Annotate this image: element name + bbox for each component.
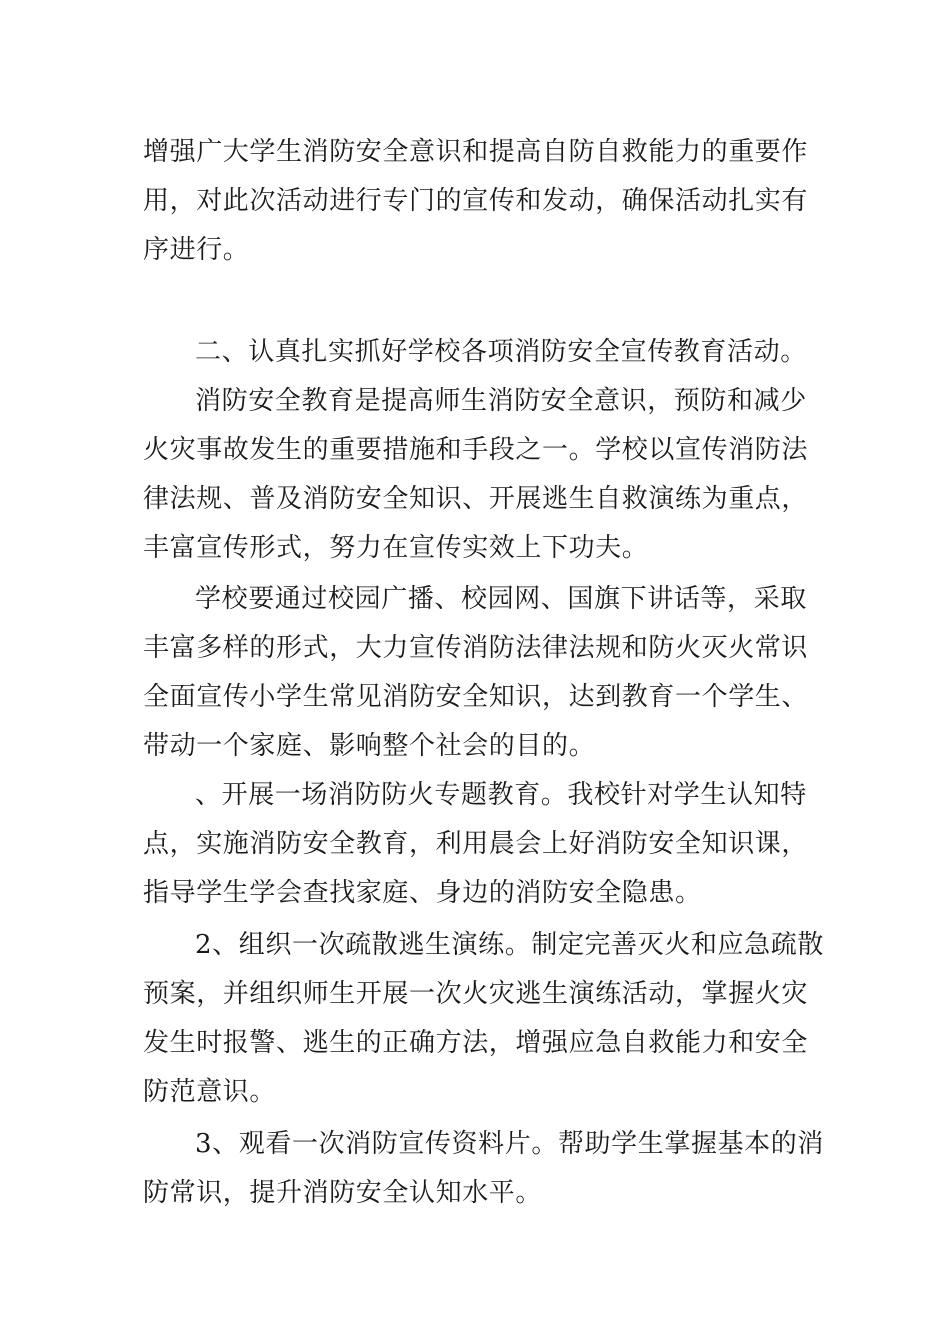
text-line: 全面宣传小学生常见消防安全知识，达到教育一个学生、: [143, 682, 809, 712]
text-line: 防常识，提升消防安全认知水平。: [143, 1178, 543, 1208]
text-line: 丰富多样的形式，大力宣传消防法律法规和防火灭火常识: [143, 633, 809, 663]
text-line: 预案，并组织师生开展一次火灾逃生演练活动，掌握火灾: [143, 979, 809, 1009]
text-line: 律法规、普及消防安全知识、开展逃生自救演练为重点，: [143, 484, 809, 514]
text-line: 序进行。: [143, 235, 250, 265]
text-line: 增强广大学生消防安全意识和提高自防自救能力的重要作: [143, 137, 809, 167]
text-line: 发生时报警、逃生的正确方法，增强应急自救能力和安全: [143, 1028, 809, 1058]
text-line: 丰富宣传形式，努力在宣传实效上下功夫。: [143, 533, 649, 563]
section-heading: 二、认真扎实抓好学校各项消防安全宣传教育活动。: [195, 337, 807, 367]
text-line: 用，对此次活动进行专门的宣传和发动，确保活动扎实有: [143, 186, 809, 216]
text-line: 带动一个家庭、影响整个社会的目的。: [143, 731, 596, 761]
text-line: 、开展一场消防防火专题教育。我校针对学生认知特: [195, 780, 807, 810]
text-line: 消防安全教育是提高师生消防安全意识，预防和减少: [195, 386, 807, 416]
text-line: 防范意识。: [143, 1077, 277, 1107]
text-line: 指导学生学会查找家庭、身边的消防安全隐患。: [143, 878, 702, 908]
text-line: 3、观看一次消防宣传资料片。帮助学生掌握基本的消: [195, 1129, 824, 1159]
text-line: 点，实施消防安全教育，利用晨会上好消防安全知识课，: [143, 829, 809, 859]
text-line: 火灾事故发生的重要措施和手段之一。学校以宣传消防法: [143, 435, 809, 465]
text-line: 学校要通过校园广播、校园网、国旗下讲话等，采取: [195, 584, 807, 614]
text-line: 2、组织一次疏散逃生演练。制定完善灭火和应急疏散: [195, 930, 824, 960]
